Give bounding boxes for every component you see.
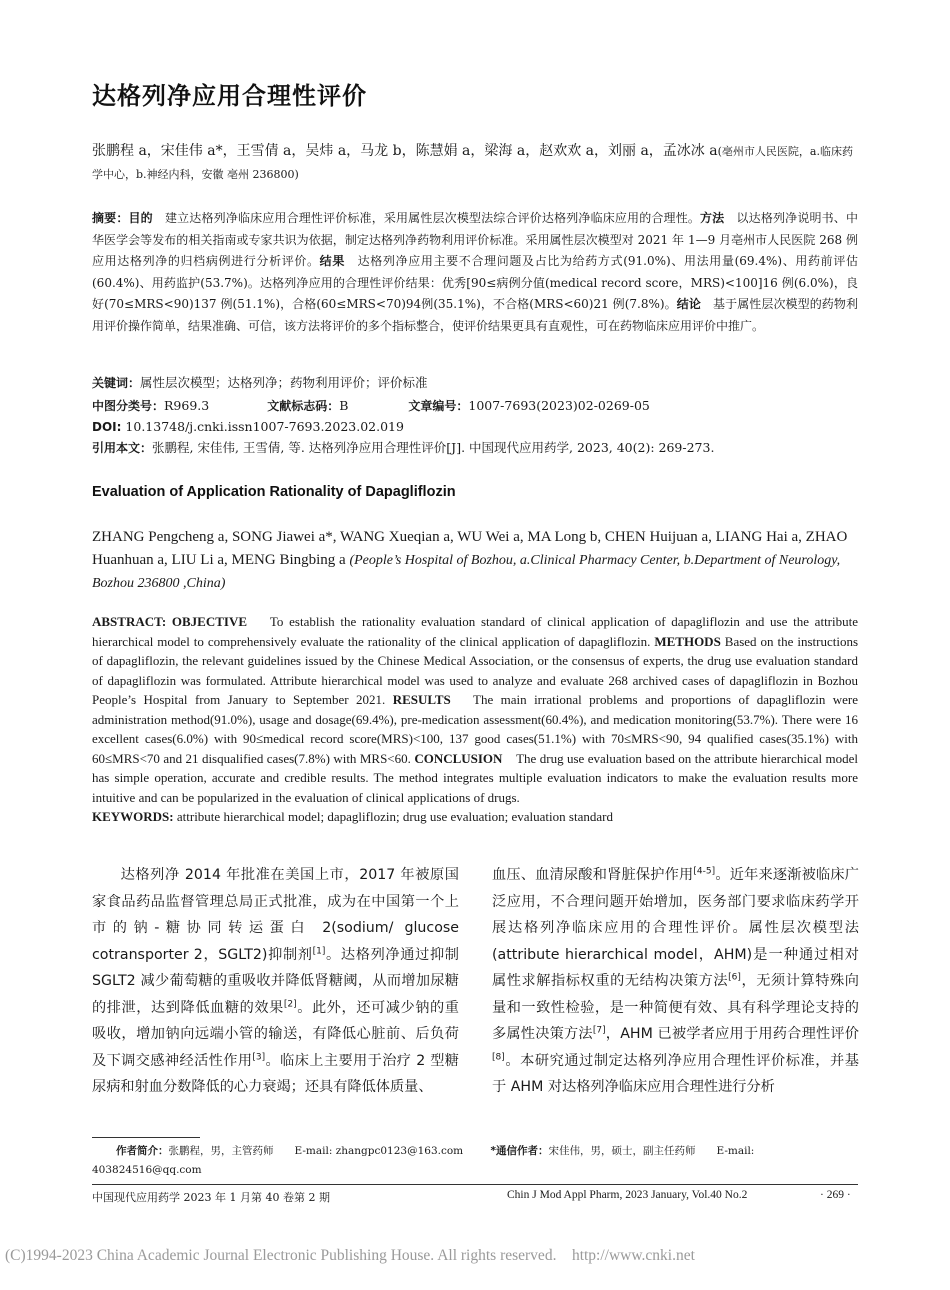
objective-cn-text: 建立达格列净临床应用合理性评价标准，采用属性层次模型法综合评价达格列净临床应用的合理性。 — [164, 211, 701, 225]
objective-cn-label: 目的 — [128, 211, 153, 225]
author-note-label: 作者简介： — [116, 1145, 169, 1157]
body-right-p1: 血压、血清尿酸和肾脏保护作用 — [492, 867, 694, 883]
ref-7[interactable]: [7] — [592, 1025, 606, 1036]
affiliation-en: (People’s Hospital of Bozhou, a.Clinical Pharmacy Center, b.Department of Neurology, Bozhou 236800 ,China) — [92, 553, 841, 591]
classification-line — [92, 396, 650, 416]
citation-line — [92, 438, 714, 458]
journal-footer-cn: 中国现代应用药学 2023 年 1 月第 40 卷第 2 期 — [92, 1191, 330, 1204]
conclusion-en-label: CONCLUSION — [414, 750, 503, 766]
results-en-label: RESULTS — [392, 692, 451, 707]
clc-label: 中图分类号： — [92, 399, 165, 413]
objective-en-text: To establish the rationality evaluation standard of clinical application of dapagliflozin and use the attribute hierarchical model to comprehensively evaluate the rationality of the clinical application of dapagliflozin. — [92, 614, 858, 649]
body-left-p1: 达格列净 2014 年批准在美国上市，2017 年被原国家食品药品监督管理总局正式批准，成为在中国第一个上市的钠-糖协同转运蛋白 2(sodium/ glucose cotransporter 2，SGLT2)抑制剂 — [92, 867, 459, 963]
article-number-label: 文章编号： — [408, 399, 469, 413]
article-title-en: Evaluation of Application Rationality of Dapagliflozin — [92, 484, 456, 500]
ref-2[interactable]: [2] — [283, 998, 297, 1009]
body-column-right — [492, 862, 859, 1101]
body-right-p5: 。本研究通过制定达格列净应用合理性评价标准，并基于 AHM 对达格列净临床应用合理性进行分析 — [492, 1052, 859, 1095]
corresponding-text: 宋佳伟，男，硕士，副主任药师 E-mail: 403824516@qq.com — [92, 1145, 755, 1176]
journal-footer-en: Chin J Mod Appl Pharm, 2023 January, Vol.40 No.2 — [507, 1189, 748, 1201]
author-footnote — [92, 1142, 858, 1180]
methods-en-label: METHODS — [654, 633, 721, 649]
methods-cn-label: 方法 — [700, 211, 725, 225]
body-column-left — [92, 862, 459, 1101]
citation-text: 张鹏程, 宋佳伟, 王雪倩, 等. 达格列净应用合理性评价[J]. 中国现代应用药学, 2023, 40(2): 269-273. — [152, 440, 715, 455]
keywords-en-label: KEYWORDS: — [92, 809, 174, 824]
ref-6[interactable]: [6] — [728, 972, 741, 983]
footnote-divider — [92, 1137, 200, 1138]
conclusion-en-text: The drug use evaluation based on the attribute hierarchical model has simple operation, accurate and credible results. The method integrates multiple evaluation indicators to make the evaluation results more intuitive and can be popularized in the evaluation of clinical applications of drugs. — [92, 750, 859, 805]
article-title-cn: 达格列净应用合理性评价 — [92, 82, 367, 110]
abstract-cn-label: 摘要： — [92, 211, 129, 225]
abstract-cn — [92, 208, 858, 337]
results-en-text: The main irrational problems and proportions of dapagliflozin were administration method(91.0%), usage and dosage(69.4%), pre-medication assessment(60.4%), and medication monitoring(53.7%). There were 16 excellent cases(6.0%) with 90≤medical record score(MRS)<100, 137 good cases(51.1%) with 70≤MRS<90, 94 qualified cases(35.1%) with 60≤MRS<70 and 21 disqualified cases(7.8%) with MRS<60. — [92, 692, 859, 766]
keywords-cn-label: 关键词： — [92, 376, 141, 390]
methods-en-text: Based on the instructions of dapagliflozin, the relevant guidelines issued by the Chinese Medical Association, or the consensus of experts, the drug use evaluation standard of dapagliflozin was formulated. Attribute hierarchical model was used to analyze and evaluate 268 archived cases of dapagliflozin in Bozhou People’s Hospital from January to September 2021. — [92, 633, 858, 707]
doi-label: DOI: — [92, 420, 122, 434]
abstract-en-label: ABSTRACT: OBJECTIVE — [92, 614, 248, 629]
body-left-p2: 。达格列净通过抑制 SGLT2 减少葡萄糖的重吸收并降低肾糖阈，从而增加尿糖的排泄，达到降低血糖的效果 — [92, 946, 459, 1016]
author-note-text: 张鹏程，男，主管药师 E-mail: zhangpc0123@163.com — [168, 1145, 464, 1157]
conclusion-cn-text: 基于属性层次模型的药物利用评价操作简单，结果准确、可信，该方法将评价的多个指标整合，使评价结果更具有直观性，可在药物临床应用评价中推广。 — [92, 297, 858, 333]
doi-link[interactable]: 10.13748/j.cnki.issn1007-7693.2023.02.019 — [125, 419, 404, 434]
clc-value: R969.3 — [164, 398, 210, 413]
doc-code-value: B — [339, 398, 349, 413]
keywords-cn-text: 属性层次模型；达格列净；药物利用评价；评价标准 — [140, 375, 428, 390]
body-right-p2: 。近年来逐渐被临床广泛应用，不合理问题开始增加，医务部门要求临床药学开展达格列净临床应用的合理性评价。属性层次模型法(attribute hierarchical model，AHM)是一种通过相对属性求解指标权重的无结构决策方法 — [492, 867, 859, 989]
corresponding-label: *通信作者： — [490, 1145, 549, 1157]
author-list-cn — [92, 140, 862, 186]
body-right-p4: ，AHM 已被学者应用于用药合理性评价 — [605, 1026, 859, 1042]
methods-cn-text: 以达格列净说明书、中华医学会等发布的相关指南或专家共识为依据，制定达格列净药物利用评价标准。采用属性层次模型对 2021 年 1—9 月亳州市人民医院 268 例应用达格列净的归档病例进行分析评价。 — [92, 211, 858, 268]
copyright-watermark: (C)1994-2023 China Academic Journal Electronic Publishing House. All rights reserved. http://www.cnki.net — [5, 1247, 695, 1264]
body-left-p4: 。临床上主要用于治疗 2 型糖尿病和射血分数降低的心力衰竭；还具有降低体质量、 — [92, 1052, 459, 1095]
keywords-en-text: attribute hierarchical model; dapagliflozin; drug use evaluation; evaluation standard — [176, 809, 613, 824]
page-number: · 269 · — [820, 1189, 851, 1201]
doc-code-label: 文献标志码： — [267, 399, 340, 413]
citation-label: 引用本文： — [92, 441, 153, 455]
authors-en-names: ZHANG Pengcheng a, SONG Jiawei a*, WANG Xueqian a, WU Wei a, MA Long b, CHEN Huijuan a, LIANG Hai a, ZHAO Huanhuan a, LIU Li a, MENG Bingbing a — [92, 529, 848, 568]
ref-4-5[interactable]: [4-5] — [693, 866, 716, 877]
body-right-p3: ，无须计算特殊向量和一致性检验，是一种简便有效、具有科学理论支持的多属性决策方法 — [492, 973, 859, 1042]
body-left-p3: 。此外，还可减少钠的重吸收，增加钠向远端小管的输送，有降低心脏前、后负荷及下调交感神经活性作用 — [92, 999, 459, 1069]
ref-3[interactable]: [3] — [252, 1051, 266, 1062]
keywords-cn — [92, 373, 428, 393]
ref-8[interactable]: [8] — [492, 1051, 505, 1062]
affiliation-cn: (亳州市人民医院，a.临床药学中心，b.神经内科，安徽 亳州 236800) — [92, 145, 853, 181]
doi-line — [92, 417, 404, 437]
author-list-en — [92, 526, 860, 595]
article-number-value: 1007-7693(2023)02-0269-05 — [468, 398, 650, 413]
authors-cn-names: 张鹏程 a，宋佳伟 a*，王雪倩 a，吴炜 a，马龙 b，陈慧娟 a，梁海 a，赵欢欢 a，刘丽 a，孟冰冰 a — [92, 143, 718, 159]
conclusion-cn-label: 结论 — [676, 297, 701, 311]
ref-1[interactable]: [1] — [312, 945, 326, 956]
footer-divider — [92, 1184, 858, 1185]
results-cn-text: 达格列净应用主要不合理问题及占比为给药方式(91.0%)、用法用量(69.4%)、用药前评估(60.4%)、用药监护(53.7%)。达格列净应用的合理性评价结果：优秀[90≤病例分值(medical record score，MRS)<100]16 例(6.0%)，良好(70≤MRS<90)137 例(51.1%)，合格(60≤MRS<70)94例(35.1%)，不合格(MRS<60)21 例(7.8%)。 — [92, 254, 858, 311]
results-cn-label: 结果 — [319, 254, 345, 268]
abstract-en — [92, 612, 858, 827]
